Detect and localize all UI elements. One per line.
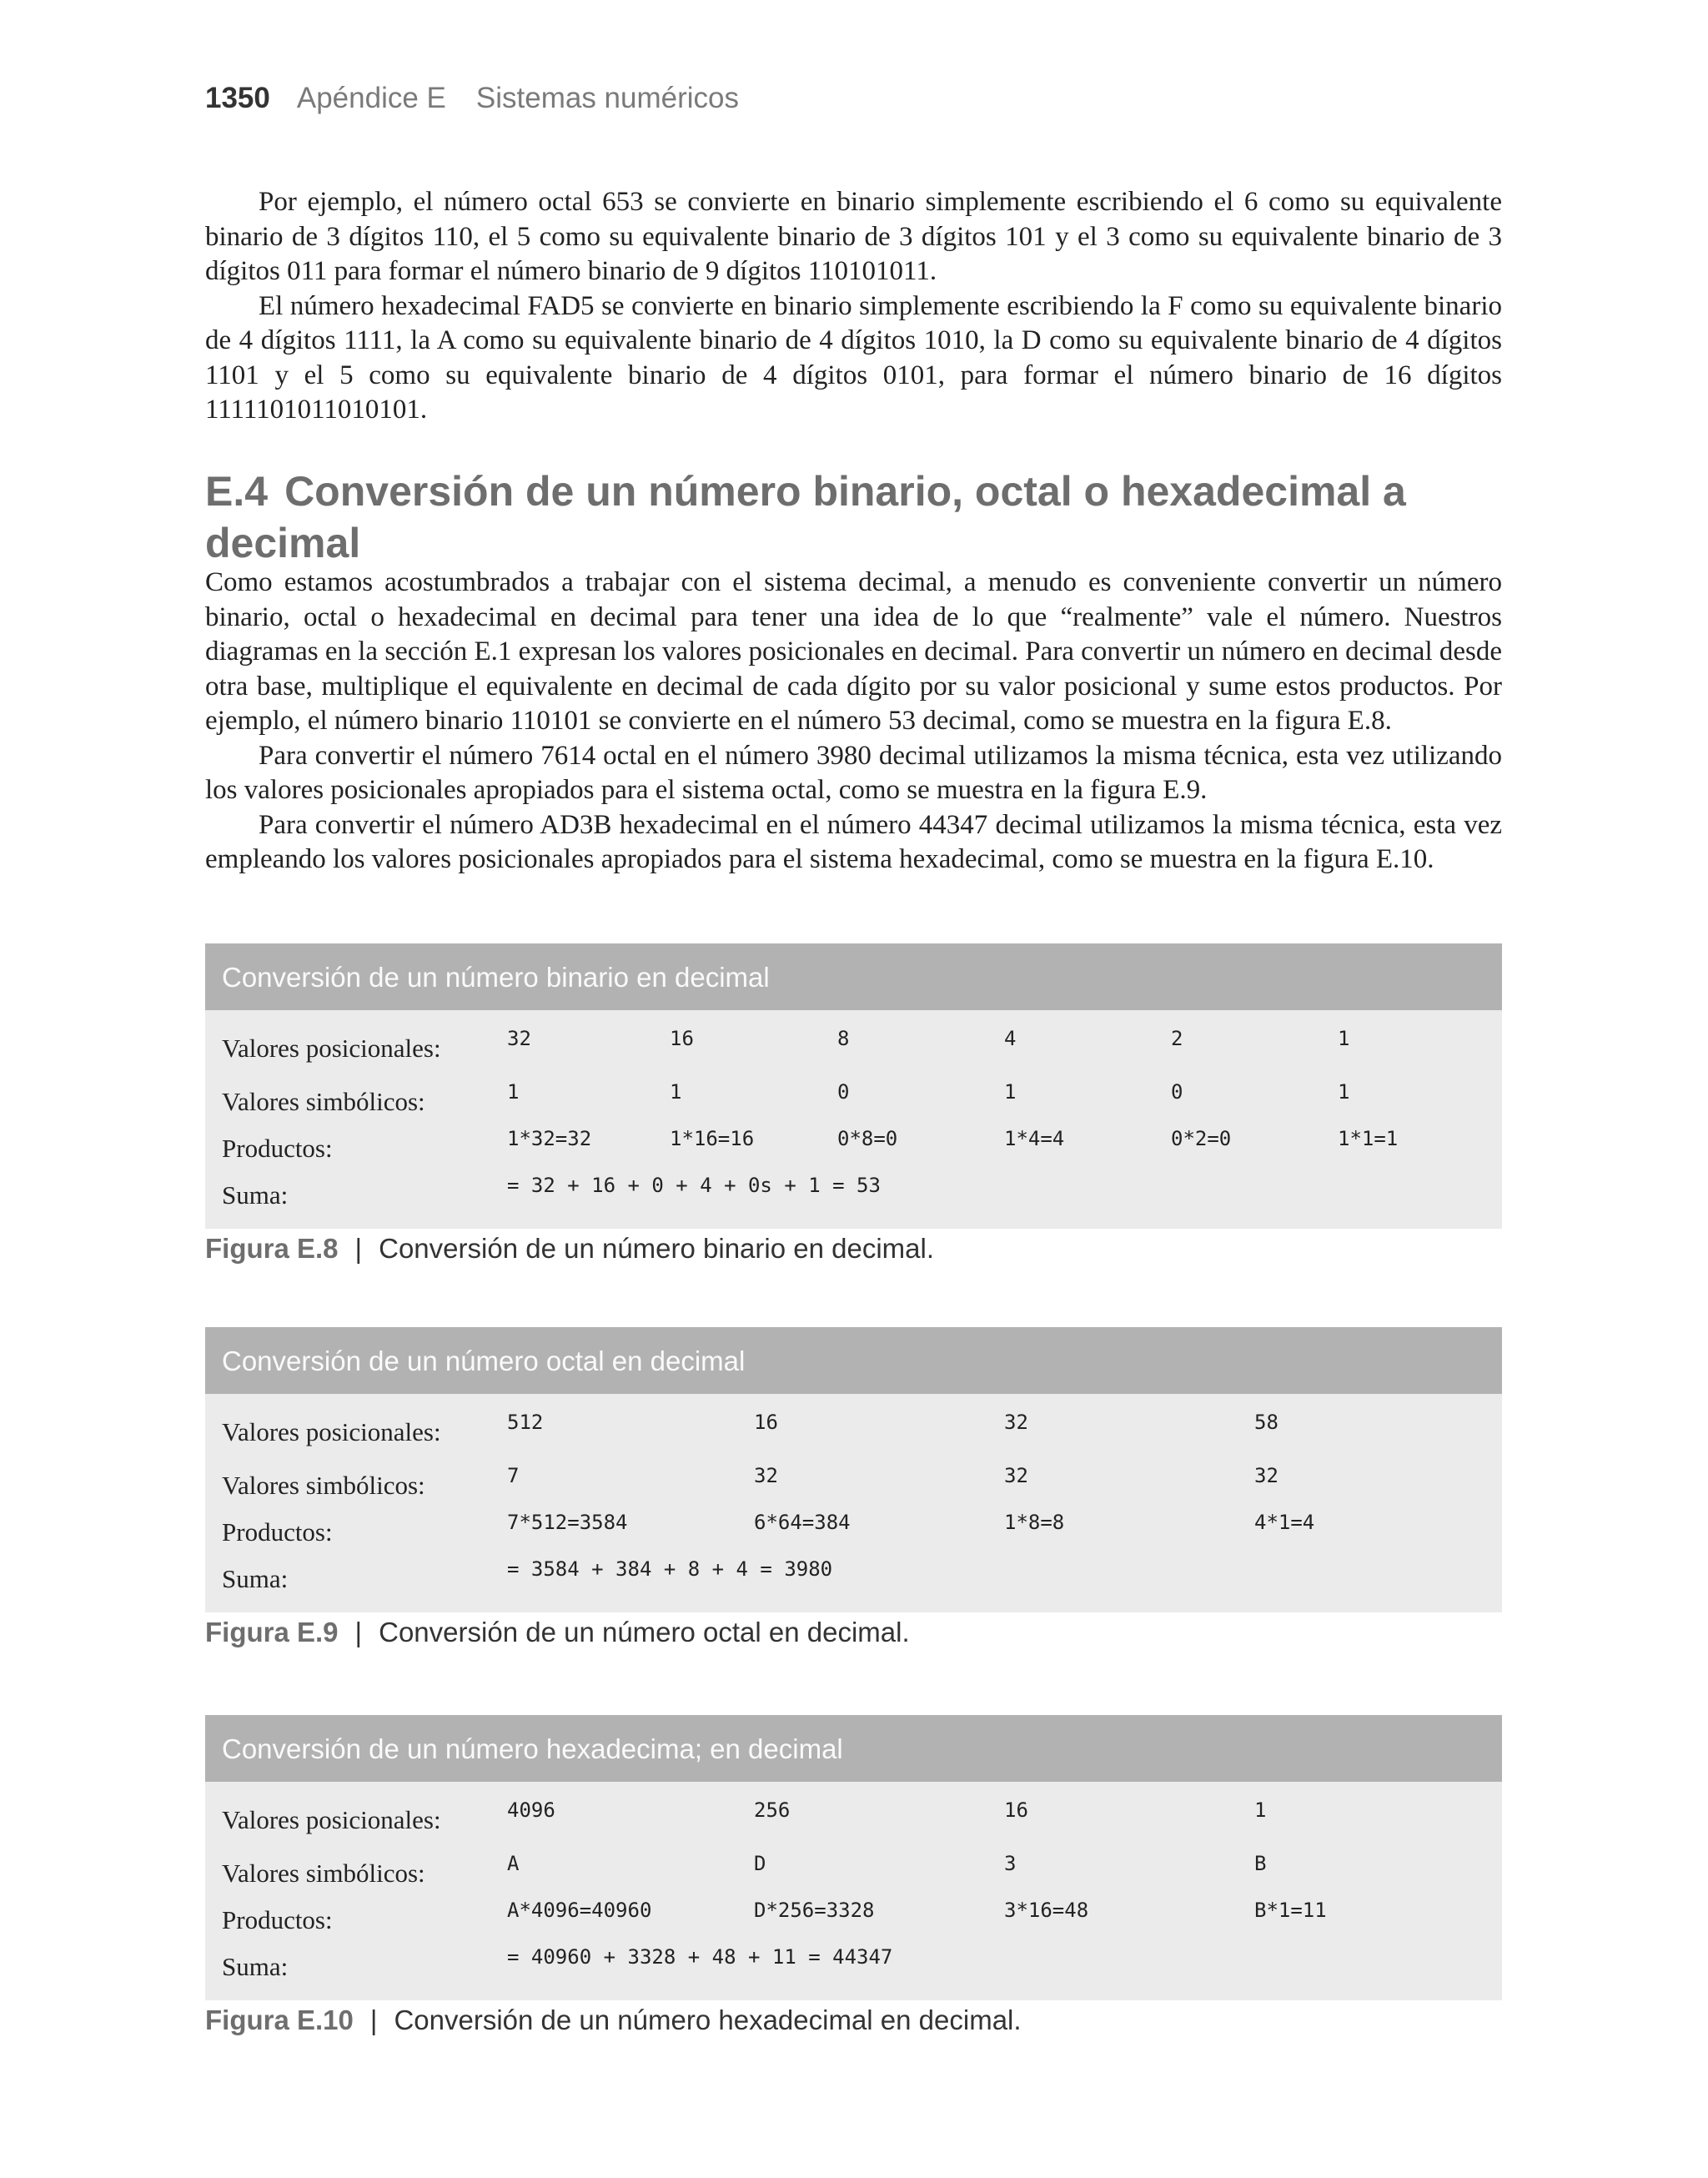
value-cell: 7 <box>507 1464 520 1487</box>
value-cell: 1 <box>670 1080 682 1104</box>
value-cell: 1*8=8 <box>1004 1511 1065 1534</box>
value-cell: 58 <box>1254 1411 1278 1434</box>
value-cell: 0*8=0 <box>837 1127 898 1150</box>
row-label: Suma: <box>222 1952 289 1981</box>
value-cell: 3*16=48 <box>1004 1899 1089 1922</box>
row-label: Productos: <box>222 1905 333 1934</box>
section-body <box>205 566 1502 878</box>
value-cell: B*1=11 <box>1254 1899 1327 1922</box>
figure-caption: Figura E.10 | Conversión de un número hexadecimal en decimal. <box>205 2004 1022 2035</box>
sum-row <box>205 1551 1502 1612</box>
caption-text: Conversión de un número binario en decimal. <box>379 1233 935 1264</box>
value-cell: 1 <box>507 1080 520 1104</box>
value-cell: B <box>1254 1852 1267 1875</box>
sum-row <box>205 1167 1502 1229</box>
paragraph: El número hexadecimal FAD5 se convierte en binario simplemente escribiendo la F como su equivalente binario de 4 dígitos 1111, la A como su equivalente binario de 4 dígitos 1010, la D como su equivalente binario de 4 dígitos 1101 y el 5 como su equivalente binario de 4 dígitos 0101, para formar el número binario de 16 dígitos 1111101011010101. <box>205 290 1502 425</box>
value-cell: 16 <box>670 1027 694 1050</box>
page-number: 1350 <box>205 82 270 114</box>
symbolic-row <box>205 1457 1502 1504</box>
figure-label: Figura E.10 <box>205 2004 354 2035</box>
row-label: Suma: <box>222 1180 289 1210</box>
value-cell: 0*2=0 <box>1171 1127 1232 1150</box>
value-cell: D*256=3328 <box>754 1899 875 1922</box>
positional-row <box>205 1792 1502 1838</box>
paragraph: Para convertir el número 7614 octal en el número 3980 decimal utilizamos la misma técnica, esta vez utilizando los valores posicionales apropiados para el sistema octal, como se muestra en la figura E.9. <box>205 740 1502 805</box>
value-cell: 32 <box>754 1464 778 1487</box>
row-label: Suma: <box>222 1564 289 1593</box>
value-cell: 7*512=3584 <box>507 1511 628 1534</box>
value-cell: 1 <box>1338 1027 1350 1050</box>
row-label: Productos: <box>222 1134 333 1163</box>
row-label: Valores posicionales: <box>222 1417 441 1446</box>
value-cell: 3 <box>1004 1852 1017 1875</box>
value-cell: 32 <box>507 1027 531 1050</box>
figure-octal <box>205 1327 1502 1612</box>
value-cell: 1 <box>1004 1080 1017 1104</box>
paragraph: Como estamos acostumbrados a trabajar con el sistema decimal, a menudo es conveniente convertir un número binario, octal o hexadecimal en decimal para tener una idea de lo que “realmente” vale el número. Nuestros diagramas en la sección E.1 expresan los valores posicionales en decimal. Para convertir un número en decimal desde otra base, multiplique el equivalente en decimal de cada dígito por su valor posicional y sume estos productos. Por ejemplo, el número binario 110101 se convierte en el número 53 decimal, como se muestra en la figura E.8. <box>205 567 1503 736</box>
figure-title: Conversión de un número octal en decimal <box>205 1327 1502 1394</box>
value-cell: 6*64=384 <box>754 1511 851 1534</box>
value-cell: 512 <box>507 1411 544 1434</box>
figure-caption: Figura E.9 | Conversión de un número octal en decimal. <box>205 1617 910 1647</box>
value-cell: 4096 <box>507 1798 555 1822</box>
figure-label: Figura E.8 <box>205 1233 339 1264</box>
intro-text <box>205 185 1502 428</box>
value-cell: 1 <box>1254 1798 1267 1822</box>
running-header <box>205 82 739 115</box>
value-cell: 4*1=4 <box>1254 1511 1315 1534</box>
value-cell: 256 <box>754 1798 791 1822</box>
positional-row <box>205 1020 1502 1067</box>
value-cell: 1*32=32 <box>507 1127 592 1150</box>
value-cell: 32 <box>1254 1464 1278 1487</box>
sum-value: = 40960 + 3328 + 48 + 11 = 44347 <box>507 1945 893 1969</box>
row-label: Valores simbólicos: <box>222 1087 425 1116</box>
caption-text: Conversión de un número octal en decimal. <box>379 1617 910 1647</box>
row-label: Valores posicionales: <box>222 1805 441 1834</box>
sum-row <box>205 1939 1502 2000</box>
value-cell: 4 <box>1004 1027 1017 1050</box>
value-cell: 0 <box>1171 1080 1183 1104</box>
row-label: Valores simbólicos: <box>222 1859 425 1888</box>
value-cell: 1*16=16 <box>670 1127 755 1150</box>
value-cell: A <box>507 1852 520 1875</box>
value-cell: D <box>754 1852 766 1875</box>
products-row <box>205 1120 1502 1167</box>
figure-label: Figura E.9 <box>205 1617 339 1647</box>
value-cell: 8 <box>837 1027 850 1050</box>
appendix-title: Sistemas numéricos <box>475 82 740 114</box>
paragraph: Para convertir el número AD3B hexadecimal en el número 44347 decimal utilizamos la misma técnica, esta vez empleando los valores posicionales apropiados para el sistema hexadecimal, como se muestra en la figura E.10. <box>205 809 1502 874</box>
value-cell: 2 <box>1171 1027 1183 1050</box>
value-cell: 1 <box>1338 1080 1350 1104</box>
sum-value: = 3584 + 384 + 8 + 4 = 3980 <box>507 1557 833 1581</box>
products-row <box>205 1892 1502 1939</box>
symbolic-row <box>205 1845 1502 1892</box>
value-cell: 0 <box>837 1080 850 1104</box>
value-cell: 1*1=1 <box>1338 1127 1399 1150</box>
section-number: E.4 <box>205 468 269 515</box>
figure-binary <box>205 943 1502 1229</box>
symbolic-row <box>205 1074 1502 1120</box>
sum-value: = 32 + 16 + 0 + 4 + 0s + 1 = 53 <box>507 1174 881 1197</box>
value-cell: 32 <box>1004 1464 1028 1487</box>
paragraph: Por ejemplo, el número octal 653 se convierte en binario simplemente escribiendo el 6 como su equivalente binario de 3 dígitos 110, el 5 como su equivalente binario de 3 dígitos 101 y el 3 como su equivalente binario de 3 dígitos 011 para formar el número binario de 9 dígitos 110101011. <box>205 187 1502 286</box>
figure-title: Conversión de un número binario en decimal <box>205 943 1502 1010</box>
row-label: Valores posicionales: <box>222 1034 441 1063</box>
appendix-label: Apéndice E <box>296 82 446 114</box>
section-title: Conversión de un número binario, octal o hexadecimal a decimal <box>205 468 1406 566</box>
figure-caption: Figura E.8 | Conversión de un número binario en decimal. <box>205 1233 935 1264</box>
value-cell: 1*4=4 <box>1004 1127 1065 1150</box>
caption-text: Conversión de un número hexadecimal en decimal. <box>394 2004 1022 2035</box>
value-cell: A*4096=40960 <box>507 1899 652 1922</box>
row-label: Valores simbólicos: <box>222 1471 425 1500</box>
section-heading <box>205 465 1502 569</box>
row-label: Productos: <box>222 1517 333 1547</box>
figure-title: Conversión de un número hexadecima; en decimal <box>205 1715 1502 1782</box>
products-row <box>205 1504 1502 1551</box>
positional-row <box>205 1404 1502 1451</box>
value-cell: 16 <box>1004 1798 1028 1822</box>
value-cell: 16 <box>754 1411 778 1434</box>
figure-hexadecimal <box>205 1715 1502 2000</box>
value-cell: 32 <box>1004 1411 1028 1434</box>
